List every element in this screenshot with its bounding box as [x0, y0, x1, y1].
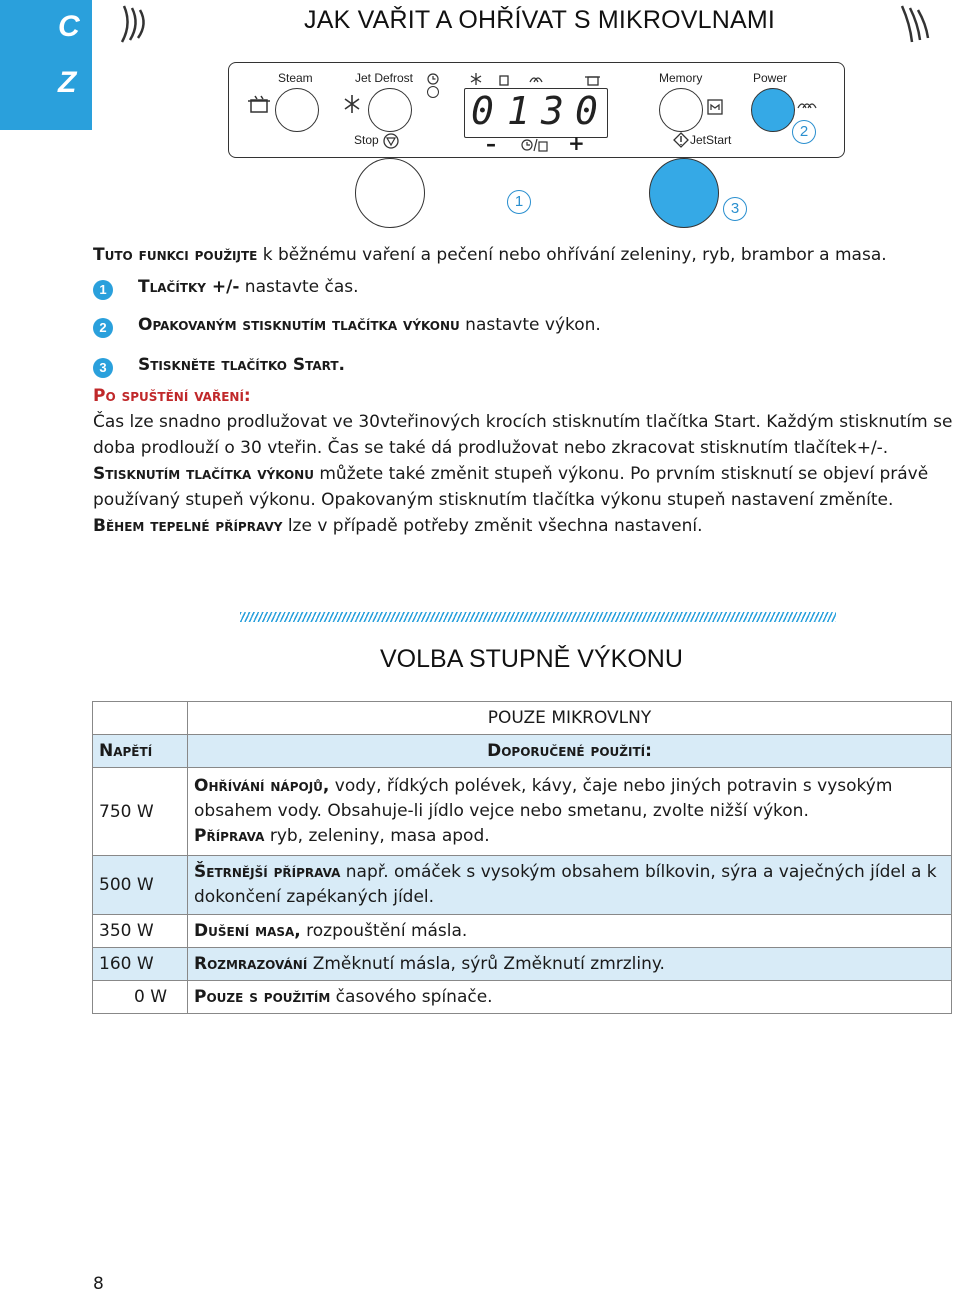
power-table	[92, 701, 952, 1014]
step-lead: Tlačítky +/-	[138, 277, 240, 297]
display-digit: 0	[575, 89, 598, 133]
step-text	[138, 355, 345, 375]
jetstart-icon	[673, 132, 689, 148]
clock-icon	[427, 73, 439, 85]
jetstart-big-button[interactable]	[649, 158, 719, 228]
indicator-light	[427, 86, 439, 98]
waves-icon	[898, 2, 938, 46]
power-change-text: můžete také změnit stupeň výkonu. Po prvním stisknutí se objeví právě používaný stupeň výkonu. Opakovaným stisknutím tlačítka výkonu stupeň nastavení změníte.	[93, 464, 929, 510]
language-letter: C	[58, 10, 80, 43]
after-start-block	[93, 383, 955, 539]
usage-lead: Ohřívání nápojů,	[194, 776, 330, 796]
callout-2: 2	[792, 120, 816, 144]
memory-button[interactable]	[659, 88, 703, 132]
watt-cell: 350 W	[93, 915, 188, 948]
language-letter: Z	[58, 66, 77, 99]
time-display	[464, 88, 608, 138]
page-number: 8	[93, 1274, 104, 1294]
usage-cell	[188, 948, 952, 981]
watt-cell: 500 W	[93, 856, 188, 915]
steam-pot-icon	[246, 94, 272, 114]
usage-text: vody, řídkých polévek, kávy, čaje nebo jiných potravin s vysokým obsahem vody. Obsahuje-li jídlo vejce nebo smetanu, zvolte nižší výkon.	[194, 776, 893, 821]
table-caption: POUZE MIKROVLNY	[188, 702, 952, 735]
jetstart-label: JetStart	[690, 133, 732, 147]
during-cooking-lead: Během tepelné přípravy	[93, 516, 283, 536]
watt-cell: 0 W	[93, 981, 188, 1014]
step-body: nastavte čas.	[239, 277, 359, 297]
table-row	[93, 856, 952, 915]
watt-cell: 750 W	[93, 768, 188, 856]
usage-text: ryb, zeleniny, masa apod.	[264, 826, 490, 846]
memory-label: Memory	[659, 71, 703, 85]
col-voltage-header: Napětí	[93, 735, 188, 768]
hatched-divider	[240, 612, 836, 622]
usage-lead: Pouze s použitím	[194, 987, 331, 1007]
step-lead: Opakovaným stisknutím tlačítka výkonu	[138, 315, 460, 335]
mode-icons	[470, 72, 600, 86]
usage-text: např. omáček s vysokým obsahem bílkovin, sýra a vaječných jídel a k dokončení zapékaných jídel.	[194, 862, 937, 907]
defrost-icon	[342, 94, 362, 114]
after-start-paragraph: Čas lze snadno prodlužovat ve 30vteřinových krocích stisknutím tlačítka Start. Každým stisknutím se doba prodlouží o 30 vteřin. Čas se také dá prodlužovat nebo zkracovat stisknutím tlačítek+/-.	[93, 412, 953, 458]
power-change-paragraph	[93, 461, 955, 513]
stop-big-button[interactable]	[355, 158, 425, 228]
grill-icon	[797, 98, 817, 110]
step-number: 2	[93, 318, 113, 338]
usage-lead: Příprava	[194, 826, 265, 846]
jet-defrost-button[interactable]	[368, 88, 412, 132]
table-corner	[93, 702, 188, 735]
step-lead: Stiskněte tlačítko Start.	[138, 355, 345, 375]
stop-label: Stop	[354, 133, 379, 147]
table-row	[93, 915, 952, 948]
step-text	[138, 315, 601, 335]
watt-cell: 160 W	[93, 948, 188, 981]
usage-lead: Dušení masa,	[194, 921, 301, 941]
callout-3: 3	[723, 197, 747, 221]
usage-cell	[188, 768, 952, 856]
minus-label: –	[486, 132, 496, 156]
intro-lead: Tuto funkci použijte	[93, 245, 258, 265]
power-label: Power	[753, 71, 788, 85]
usage-cell	[188, 856, 952, 915]
usage-lead: Šetrnější příprava	[194, 862, 341, 882]
intro-text: k běžnému vaření a pečení nebo ohřívání zeleniny, ryb, brambor a masa.	[257, 245, 887, 265]
display-digit: 0	[471, 89, 494, 133]
table-row	[93, 948, 952, 981]
table-row	[93, 768, 952, 856]
language-tab	[0, 0, 92, 130]
display-digit: 1	[507, 89, 530, 133]
memory-icon	[706, 98, 724, 116]
usage-lead: Rozmrazování	[194, 954, 308, 974]
intro-paragraph	[93, 242, 953, 268]
power-button[interactable]	[751, 88, 795, 132]
usage-text: časového spínače.	[330, 987, 493, 1007]
stop-icon	[383, 133, 399, 149]
callout-1: 1	[507, 190, 531, 214]
usage-cell	[188, 915, 952, 948]
display-digit: 3	[541, 89, 564, 133]
page-title: JAK VAŘIT A OHŘÍVAT S MIKROVLNAMI	[304, 6, 776, 34]
section-title: VOLBA STUPNĚ VÝKONU	[380, 645, 683, 673]
step-text	[138, 277, 359, 297]
usage-cell	[188, 981, 952, 1014]
plus-label: +	[568, 131, 585, 155]
clock-weight-icon	[521, 138, 549, 152]
power-change-lead: Stisknutím tlačítka výkonu	[93, 464, 314, 484]
usage-text: Změknutí másla, sýrů Změknutí zmrzliny.	[307, 954, 665, 974]
step-body: nastavte výkon.	[459, 315, 601, 335]
table-row	[93, 981, 952, 1014]
steam-label: Steam	[278, 71, 313, 85]
usage-text: rozpouštění másla.	[300, 921, 468, 941]
col-usage-header: Doporučené použití:	[188, 735, 952, 768]
jet-defrost-label: Jet Defrost	[355, 71, 414, 85]
after-start-heading: Po spuštění vaření:	[93, 386, 251, 406]
during-cooking-paragraph	[93, 513, 955, 539]
during-cooking-text: lze v případě potřeby změnit všechna nastavení.	[282, 516, 703, 536]
waves-icon	[118, 2, 158, 46]
step-number: 3	[93, 358, 113, 378]
step-number: 1	[93, 280, 113, 300]
steam-button[interactable]	[275, 88, 319, 132]
